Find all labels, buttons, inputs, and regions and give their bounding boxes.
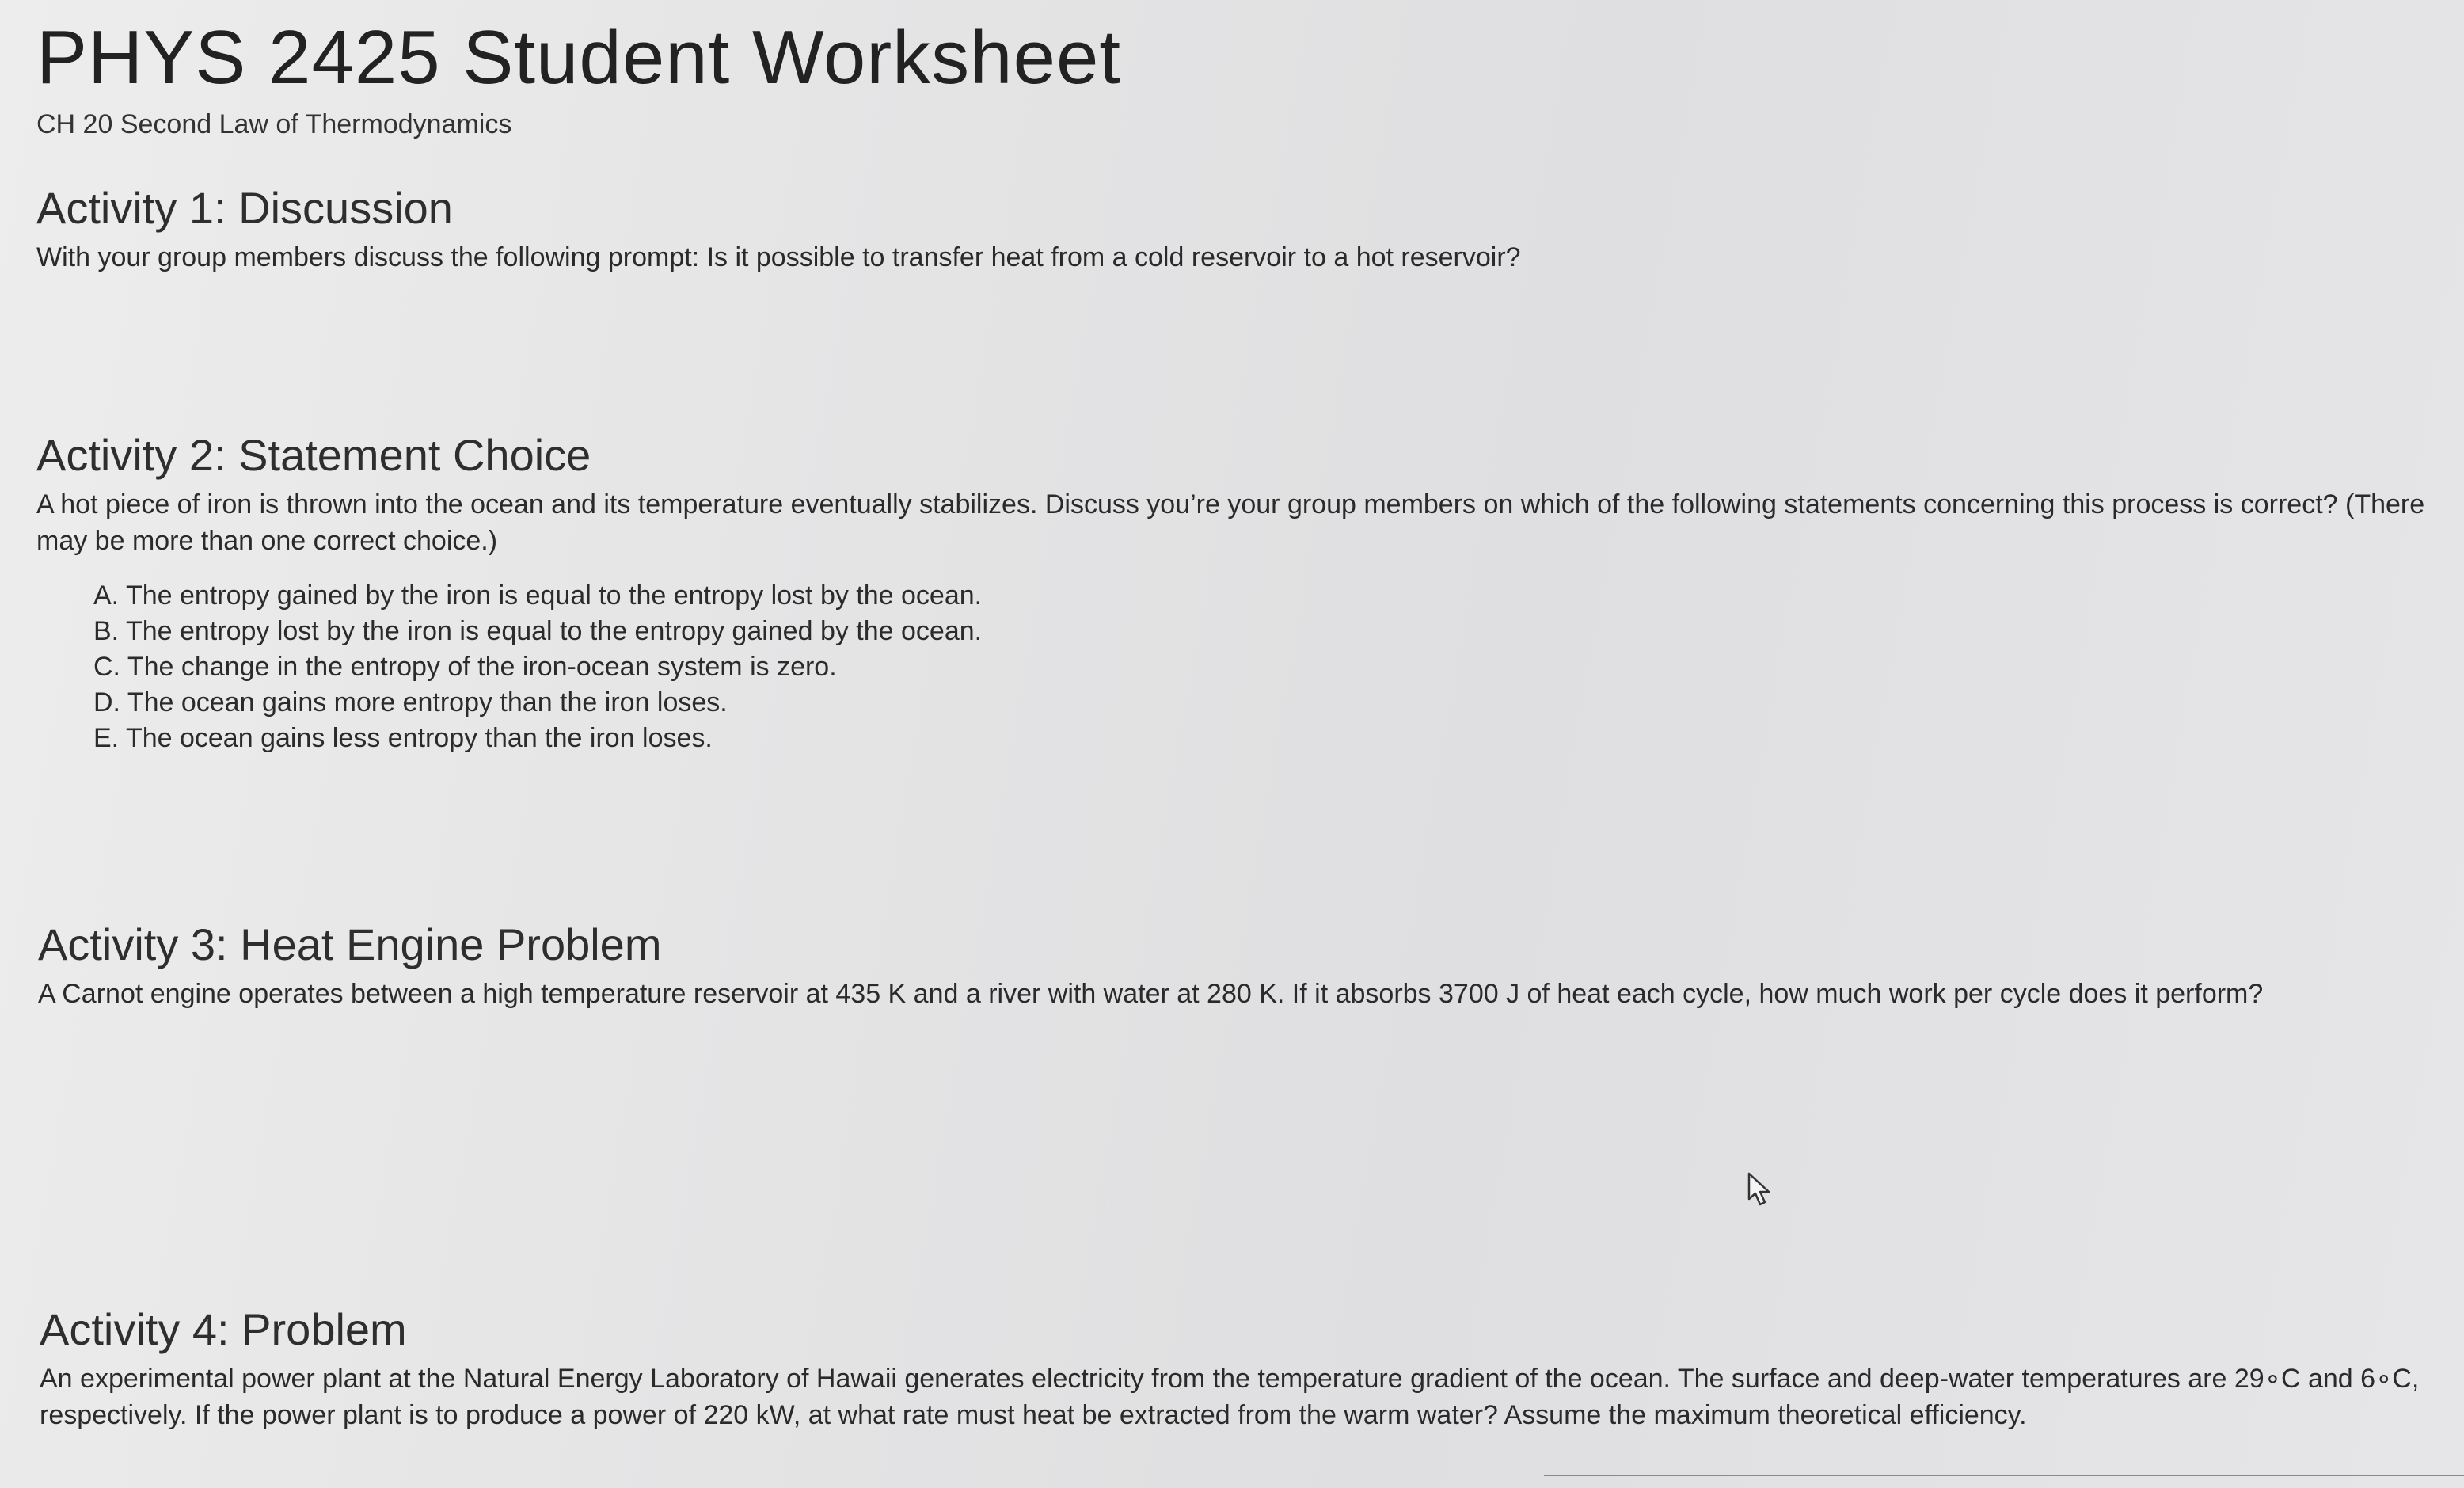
activity-4-heading: Activity 4: Problem	[40, 1304, 407, 1354]
page-edge-divider	[1544, 1475, 2464, 1476]
statement-choices-list	[93, 578, 982, 756]
activity-1-prompt: With your group members discuss the following prompt: Is it possible to transfer heat from a cold reservoir to a hot reservoir?	[36, 242, 1521, 272]
choice-d: D. The ocean gains more entropy than the iron loses.	[93, 687, 728, 717]
activity-1-heading: Activity 1: Discussion	[36, 183, 453, 233]
page-title: PHYS 2425 Student Worksheet	[36, 15, 1122, 100]
page-subtitle: CH 20 Second Law of Thermodynamics	[36, 109, 512, 139]
activity-4-prompt: An experimental power plant at the Natural Energy Laboratory of Hawaii generates electricity from the temperature gradient of the ocean. The surface and deep-water temperatures are 29∘C and 6∘C, respectively. If the power plant is to produce a power of 220 kW, at what rate must heat be extracted from the warm water? Assume the maximum theoretical efficiency.	[40, 1364, 2420, 1430]
activity-2-prompt: A hot piece of iron is thrown into the ocean and its temperature eventually stabilizes. Discuss you’re your group members on which of the following statements concerning this process is correct? (There may be more than one correct choice.)	[36, 489, 2425, 556]
choice-b: B. The entropy lost by the iron is equal to the entropy gained by the ocean.	[93, 616, 983, 646]
choice-e: E. The ocean gains less entropy than the iron loses.	[93, 723, 713, 753]
choice-a: A. The entropy gained by the iron is equal to the entropy lost by the ocean.	[93, 580, 983, 611]
mouse-pointer-icon	[1747, 1172, 1774, 1207]
activity-3-prompt: A Carnot engine operates between a high temperature reservoir at 435 K and a river with water at 280 K. If it absorbs 3700 J of heat each cycle, how much work per cycle does it perform?	[38, 979, 2264, 1009]
activity-3-heading: Activity 3: Heat Engine Problem	[38, 919, 662, 969]
activity-2-heading: Activity 2: Statement Choice	[36, 430, 591, 480]
choice-c: C. The change in the entropy of the iron-ocean system is zero.	[93, 652, 837, 682]
